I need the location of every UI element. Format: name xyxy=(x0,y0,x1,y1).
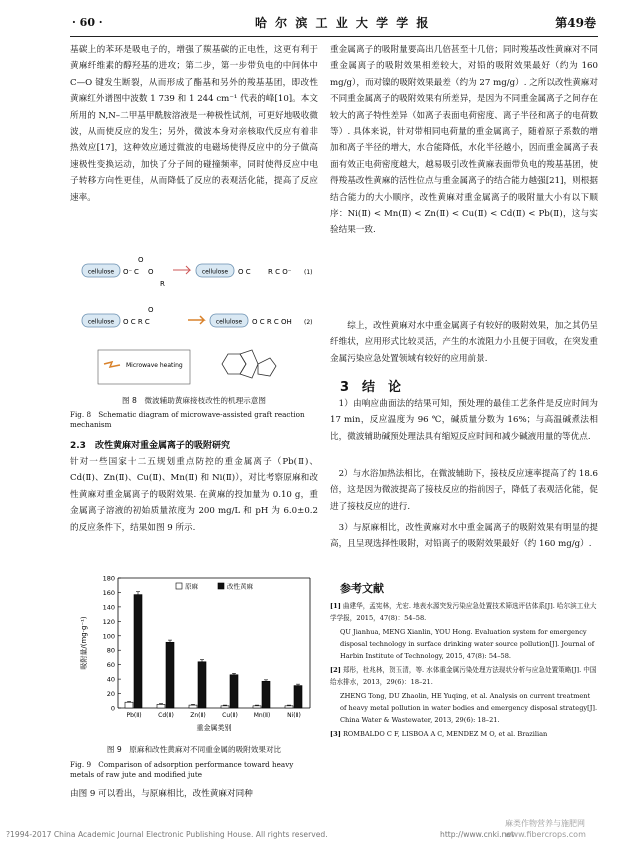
cnki-url[interactable]: http://www.cnki.net xyxy=(440,830,514,839)
bar-modified xyxy=(134,595,142,708)
y-tick-label: 60 xyxy=(106,661,115,670)
reaction-arrow-2 xyxy=(188,316,204,324)
svg-text:C: C xyxy=(134,268,139,276)
x-tick-label: Ni(Ⅱ) xyxy=(287,712,301,719)
bar-chart-svg xyxy=(74,570,318,740)
y-tick-label: 0 xyxy=(110,704,115,713)
reference-item: [1] 曲建华，孟宪林，尤宏. 地表水源突发污染应急处置技术筛选评估体系[J]. 哈尔滨工业大学学报，2015，47(8)：54–58. xyxy=(330,602,597,622)
svg-text:R: R xyxy=(160,280,165,288)
site-watermark: 麻类作物营养与施肥网 www.fibercrops.com xyxy=(505,819,586,839)
svg-text:cellulose: cellulose xyxy=(201,268,229,276)
reference-item: QU Jianhua, MENG Xianlin, YOU Hong. Evaluation system for emergency disposal technology in surface drinking water source pollution[J]. Journal of Harbin Institute of Technology, 2015, 47(8): 54–58. xyxy=(340,628,595,660)
conclusion-1: 1）由响应曲面法的结果可知，预处理的最佳工艺条件是反应时间为 17 min，反应温度为 96 ℃，碱质量分数为 16%；与高温碱煮法相比，微波辅助碱预处理法具有缩短反应时间和减少碱液用量的等优点. xyxy=(330,399,598,442)
bar-raw xyxy=(285,706,293,708)
x-tick-label: Cd(Ⅱ) xyxy=(158,712,174,719)
bar-raw xyxy=(221,706,229,708)
bar-raw xyxy=(125,702,133,708)
y-tick-label: 100 xyxy=(102,632,115,641)
reference-item: ZHENG Tong, DU Zhaolin, HE Yuqing, et al. Analysis on current treatment of heavy metal pollution in water bodies and emergency disposal strategy[J]. China Water & Wastewater, 2013, 29(6): 18–21. xyxy=(340,692,598,724)
equation-label-1: (1) xyxy=(304,269,313,276)
bar-modified xyxy=(230,675,238,708)
left-paragraph-2: 针对一些国家十二五规划重点防控的重金属离子（Pb(Ⅱ)、Cd(Ⅱ)、Zn(Ⅱ)、Cu(Ⅱ)、Mn(Ⅱ) 和 Ni(Ⅱ)），对比考察原麻和改性黄麻对重金属离子的吸附效果. 在黄麻的投加量为 0.10 g，重金属离子溶液的初始质量浓度为 200 mg/L 和 pH 为 6.0±0.2 的反应条件下，结果如图 9 所示. xyxy=(70,457,318,533)
y-tick-label: 140 xyxy=(102,603,115,612)
references-heading: 参考文献 xyxy=(340,582,384,595)
conclusion-3: 3）与原麻相比，改性黄麻对水中重金属离子的吸附效果有明显的提高，且呈现选择性吸附，对铅离子的吸附效果最好（约 160 mg/g）. xyxy=(330,523,598,550)
legend-label: 改性黄麻 xyxy=(227,582,253,591)
svg-text:cellulose: cellulose xyxy=(215,318,243,326)
copyright-footer: ?1994-2017 China Academic Journal Electronic Publishing House. All rights reserved. xyxy=(6,830,328,839)
volume-label: 第49卷 xyxy=(555,16,596,30)
fig8-caption-en: Fig. 8 Schematic diagram of microwave-assisted graft reaction mechanism xyxy=(70,410,305,429)
fig8-caption-cn: 图 8 微波辅助黄麻接枝改性的机理示意图 xyxy=(122,396,266,405)
anhydride-structure xyxy=(222,350,276,378)
svg-text:O C R C OH: O C R C OH xyxy=(252,318,292,326)
header-rule xyxy=(70,36,598,37)
reference-item: [3] ROMBALDO C F, LISBOA A C, MENDEZ M O, et al. Brazilian xyxy=(330,730,548,738)
y-tick-label: 80 xyxy=(106,646,115,655)
x-tick-label: Pb(Ⅱ) xyxy=(126,712,142,719)
left-paragraph-1: 基碳上的苯环是吸电子的，增强了羰基碳的正电性，这更有利于黄麻纤维素的醇羟基的进攻；第二步，第一步带负电的中间体中 C—O 键发生断裂，从而形成了酯基和另外的羧基基团，即改性黄麻红外谱图中波数 1 739 和 1 244 cm⁻¹ 代表的峰[10]。本文所用的 N,N–二甲基甲酰胺溶液是一种极性试剂，可更好地吸收微波，从而使反应的发生；另外，微波本身对亲核取代反应有着非热效应[17]，这种效应通过微波的电磁场使得反应中的分子做高速极性变换运动，加快了分子间的碰撞频率，同时使得反应中电子转移方向性更佳，从而降低了反应的表观活化能，提高了反应速率。 xyxy=(70,45,318,203)
reference-item: [2] 郑彤，杜兆林，贺玉清，等. 水体重金属污染处理方法现状分析与应急处置策略[J]. 中国给水排水，2013，29(6)：18–21. xyxy=(330,666,597,686)
figure-8-scheme xyxy=(78,250,318,390)
bar-raw xyxy=(189,705,197,708)
fig9-caption-en: Fig. 9 Comparison of adsorption performance toward heavy metals of raw jute and modified jute xyxy=(70,760,294,779)
svg-text:O: O xyxy=(148,268,154,276)
bar-modified xyxy=(294,686,302,708)
x-tick-label: Zn(Ⅱ) xyxy=(190,712,206,719)
cellulose-label: cellulose xyxy=(87,268,115,276)
y-tick-label: 120 xyxy=(102,617,115,626)
bar-raw xyxy=(253,706,261,708)
x-axis-label: 重金属类别 xyxy=(196,724,232,732)
reaction-scheme-diagram xyxy=(78,250,318,390)
left-paragraph-3: 由图 9 可以看出，与原麻相比，改性黄麻对同种 xyxy=(70,789,253,799)
fig9-caption-cn: 图 9 原麻和改性黄麻对不同重金属的吸附效果对比 xyxy=(106,745,282,754)
svg-text:R C O⁻: R C O⁻ xyxy=(268,268,292,276)
equation-label-2: (2) xyxy=(304,319,313,326)
bar-modified xyxy=(166,642,174,708)
svg-text:O: O xyxy=(138,256,144,264)
right-paragraph-2: 综上，改性黄麻对水中重金属离子有较好的吸附效果，加之其仍呈纤维状，应用形式比较灵活，产生的水流阻力小且便于回收，在突发重金属污染应急处置领域有较好的应用前景. xyxy=(330,321,598,364)
svg-text:O C R C: O C R C xyxy=(123,318,150,326)
y-tick-label: 40 xyxy=(106,675,115,684)
legend-swatch xyxy=(176,583,182,589)
svg-text:O⁻: O⁻ xyxy=(123,268,133,276)
svg-text:O C: O C xyxy=(238,268,251,276)
journal-title: 哈 尔 滨 工 业 大 学 学 报 xyxy=(255,16,431,30)
reaction-arrow-1 xyxy=(173,266,190,274)
svg-text:O: O xyxy=(148,306,154,314)
bar-raw xyxy=(157,704,165,708)
section-3-heading: 3 结 论 xyxy=(340,380,402,395)
bar-modified xyxy=(198,662,206,708)
figure-9-chart xyxy=(74,570,318,740)
x-tick-label: Cu(Ⅱ) xyxy=(222,712,238,719)
y-axis-label: 吸附量/(mg·g⁻¹) xyxy=(80,616,88,670)
legend-label: 原麻 xyxy=(185,582,198,591)
y-tick-label: 180 xyxy=(102,574,115,583)
page-number: · 60 · xyxy=(72,16,103,29)
bar-modified xyxy=(262,681,270,708)
conclusion-2: 2）与水浴加热法相比，在微波辅助下，接枝反应速率提高了约 18.6 倍，这是因为微波提高了接枝反应的指前因子，降低了表观活化能，促进了接枝反应的进行. xyxy=(330,469,598,512)
page-header xyxy=(0,10,624,38)
y-tick-label: 20 xyxy=(106,690,115,699)
y-tick-label: 160 xyxy=(102,588,115,597)
section-2-3-heading: 2.3 改性黄麻对重金属离子的吸附研究 xyxy=(70,441,230,451)
svg-text:cellulose: cellulose xyxy=(87,318,115,326)
microwave-heating-label: Microwave heating xyxy=(126,362,183,369)
legend-swatch xyxy=(218,583,224,589)
right-paragraph-1: 重金属离子的吸附量要高出几倍甚至十几倍；同时羧基改性黄麻对不同重金属离子的吸附效果相差较大，对铅的吸附效果最好（约为 160 mg/g），而对镍的吸附效果最差（约为 27 mg/g）. 之所以改性黄麻对不同重金属离子的吸附效果有所差异，是因为不同重金属离子之间存在较大的离子特性差异（如离子表面电荷密度、离子半径和离子的电荷数等）. 具体来说，针对带相同电荷量的重金属离子，随着原子系数的增加和离子半径的增大，水合能降低，水化半径越小，因而重金属离子表面有效正电荷密度越大，越易吸引改性黄麻表面带负电的羧基基团，使得羧基改性黄麻的活性位点与重金属离子的结合能力越强[21]，则根据结合能力的大小顺序，改性黄麻对重金属离子的吸附量大小有以下顺序：Ni(Ⅱ) < Mn(Ⅱ) < Zn(Ⅱ) < Cu(Ⅱ) < Cd(Ⅱ) < Pb(Ⅱ)，这与实验结果一致. xyxy=(330,45,598,236)
x-tick-label: Mn(Ⅱ) xyxy=(253,712,271,719)
reference-list xyxy=(330,600,598,830)
